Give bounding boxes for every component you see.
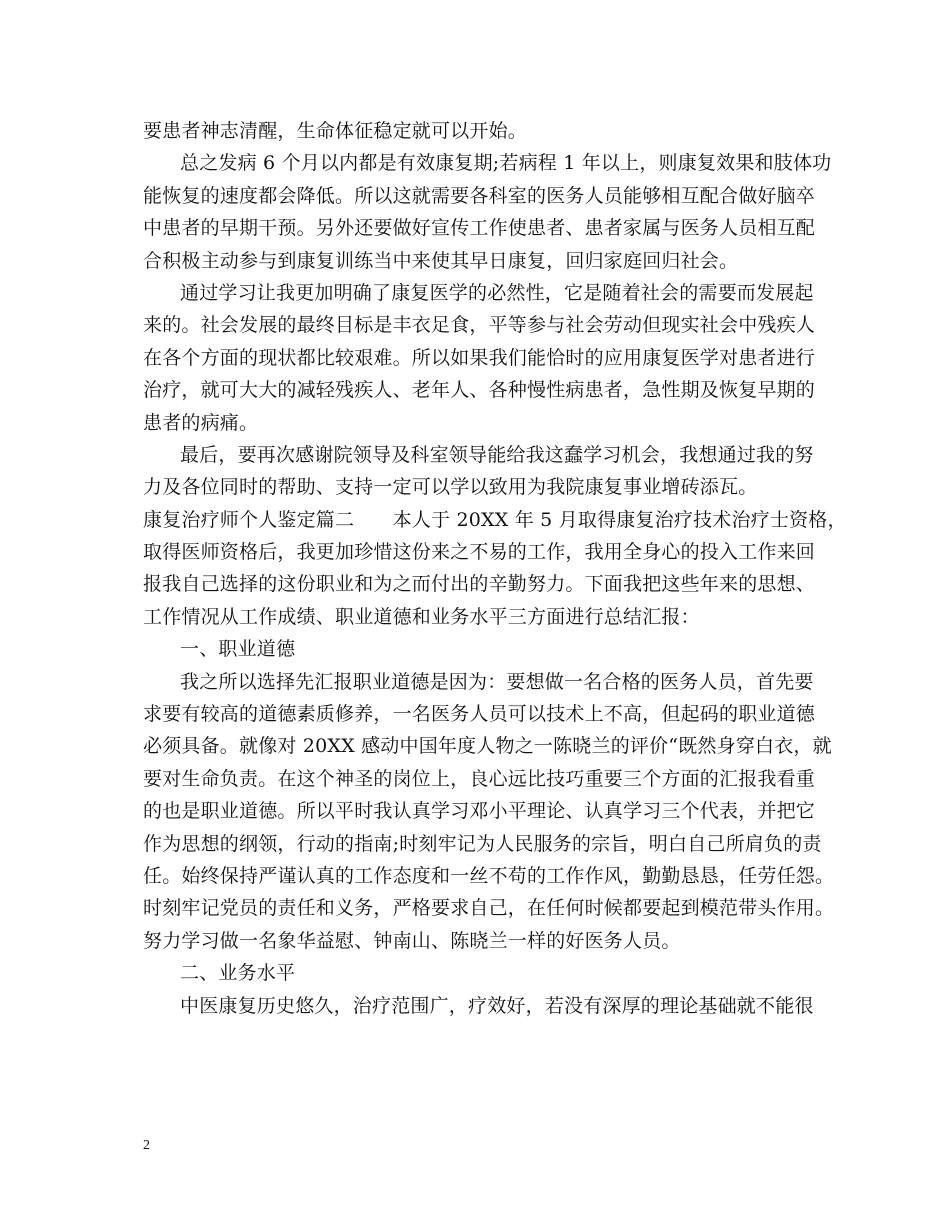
text-line: 要患者神志清醒，生命体征稳定就可以开始。 bbox=[143, 120, 528, 142]
text-line: 来的。社会发展的最终目标是丰衣足食，平等参与社会劳动但现实社会中残疾人 bbox=[143, 314, 816, 337]
text-line: 求要有较高的道德素质修养，一名医务人员可以技术上不高，但起码的职业道德 bbox=[143, 703, 816, 726]
text-line: 的也是职业道德。所以平时我认真学习邓小平理论、认真学习三个代表，并把它 bbox=[143, 800, 816, 823]
text-line: 最后，要再次感谢院领导及科室领导能给我这蠢学习机会，我想通过我的努 bbox=[180, 443, 814, 466]
text-line: 通过学习让我更加明确了康复医学的必然性，它是随着社会的需要而发展起 bbox=[180, 281, 814, 304]
page-number: 2 bbox=[143, 1138, 150, 1153]
text-line: 总之发病 6 个月以内都是有效康复期;若病程 1 年以上，则康复效果和肢体功 bbox=[180, 152, 832, 175]
text-line: 一、职业道德 bbox=[180, 638, 296, 661]
text-line: 合积极主动参与到康复训练当中来使其早日康复，回归家庭回归社会。 bbox=[143, 249, 739, 272]
text-line: 中医康复历史悠久，治疗范围广，疗效好，若没有深厚的理论基础就不能很 bbox=[180, 994, 814, 1017]
text-line: 时刻牢记党员的责任和义务，严格要求自己，在任何时候都要起到模范带头作用。 bbox=[143, 897, 835, 920]
text-line: 治疗，就可大大的减轻残疾人、老年人、各种慢性病患者，急性期及恢复早期的 bbox=[143, 379, 816, 402]
text-line: 工作情况从工作成绩、职业道德和业务水平三方面进行总结汇报： bbox=[143, 605, 700, 628]
text-line: 康复治疗师个人鉴定篇二 本人于 20XX 年 5 月取得康复治疗技术治疗士资格， bbox=[143, 508, 847, 531]
text-line: 取得医师资格后，我更加珍惜这份来之不易的工作，我用全身心的投入工作来回 bbox=[143, 541, 816, 564]
text-line: 二、业务水平 bbox=[180, 962, 296, 985]
text-line: 努力学习做一名象华益慰、钟南山、陈晓兰一样的好医务人员。 bbox=[143, 929, 681, 952]
text-line: 力及各位同时的帮助、支持一定可以学以致用为我院康复事业增砖添瓦。 bbox=[143, 476, 758, 499]
text-line: 作为思想的纲领，行动的指南;时刻牢记为人民服务的宗旨，明白自己所肩负的责 bbox=[143, 832, 822, 855]
text-line: 要对生命负责。在这个神圣的岗位上，良心远比技巧重要三个方面的汇报我看重 bbox=[143, 767, 816, 790]
text-line: 患者的病痛。 bbox=[143, 411, 259, 434]
text-line: 我之所以选择先汇报职业道德是因为：要想做一名合格的医务人员，首先要 bbox=[180, 670, 814, 693]
text-line: 在各个方面的现状都比较艰难。所以如果我们能恰时的应用康复医学对患者进行 bbox=[143, 346, 816, 369]
text-line: 能恢复的速度都会降低。所以这就需要各科室的医务人员能够相互配合做好脑卒 bbox=[143, 184, 816, 207]
document-body bbox=[143, 115, 847, 1022]
text-line: 任。始终保持严谨认真的工作态度和一丝不苟的工作作风，勤勤恳恳，任劳任怨。 bbox=[143, 864, 835, 887]
text-line: 必须具备。就像对 20XX 感动中国年度人物之一陈晓兰的评价“既然身穿白衣，就 bbox=[143, 735, 832, 758]
text-line: 中患者的早期干预。另外还要做好宣传工作使患者、患者家属与医务人员相互配 bbox=[143, 217, 816, 240]
text-line: 报我自己选择的这份职业和为之而付出的辛勤努力。下面我把这些年来的思想、 bbox=[143, 573, 816, 596]
